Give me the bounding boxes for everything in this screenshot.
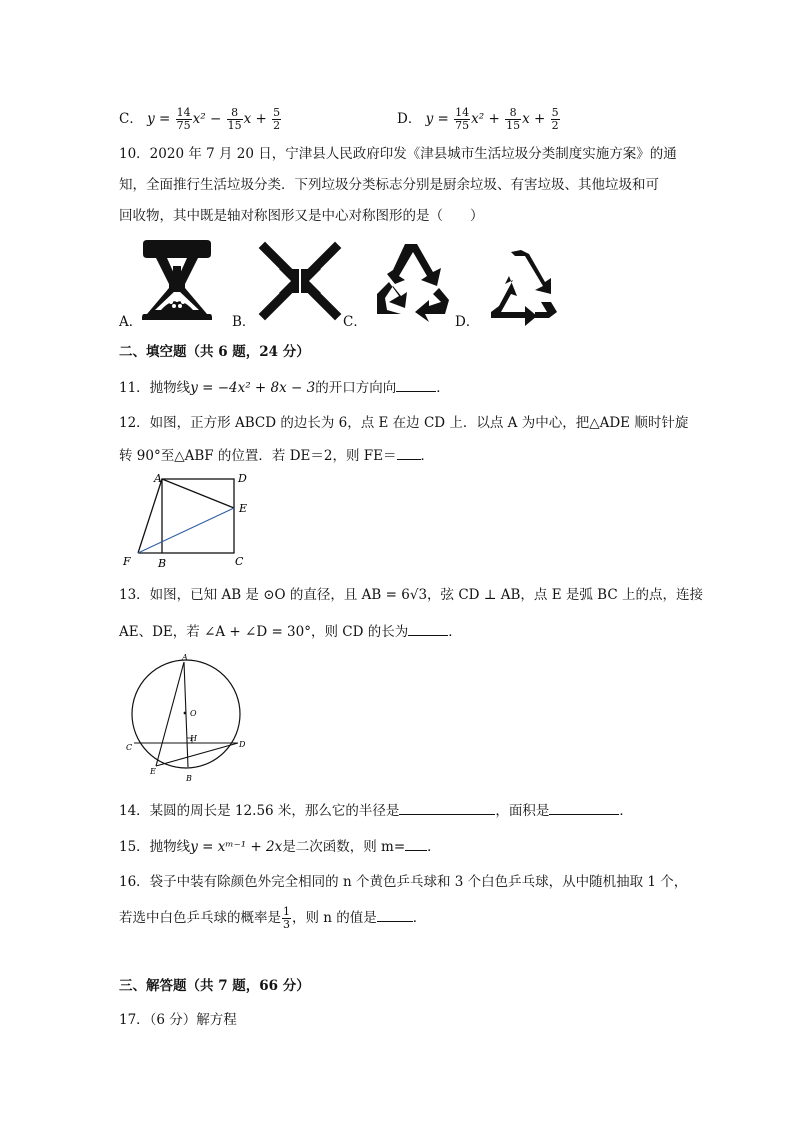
q10-option-b-label: B． bbox=[232, 314, 256, 330]
q12-line2 bbox=[119, 445, 434, 466]
option-label: D． bbox=[397, 111, 422, 127]
q14-text-2: ，面积是 bbox=[495, 803, 550, 819]
formula-part: x + bbox=[243, 111, 267, 127]
answer-blank bbox=[396, 377, 436, 392]
q11-formula: y = −4x² + 8x − 3 bbox=[190, 380, 316, 396]
q12-line1: 12．如图，正方形 ABCD 的边长为 6，点 E 在边 CD 上．以点 A 为中心，把△ADE 顺时针旋 bbox=[119, 415, 689, 431]
q14 bbox=[119, 800, 633, 821]
label-D: D bbox=[238, 472, 247, 485]
q9-option-d bbox=[397, 107, 561, 132]
q10-line3: 回收物，其中既是轴对称图形又是中心对称图形的是（ ） bbox=[119, 208, 484, 224]
q12-figure bbox=[118, 470, 258, 570]
q13-figure bbox=[118, 650, 258, 790]
label-B: B bbox=[158, 557, 167, 570]
fraction: $\frac{8}{15}$ bbox=[506, 106, 521, 132]
q15-text-2: 是二次函数，则 m= bbox=[282, 839, 406, 855]
q11 bbox=[119, 377, 450, 398]
q14-text: 14．某圆的周长是 12.56 米，那么它的半径是 bbox=[119, 803, 400, 819]
q16-text-2: ，则 n 的值是 bbox=[292, 910, 377, 926]
label-E: E bbox=[239, 502, 248, 515]
q17: 17．（6 分）解方程 bbox=[119, 1012, 237, 1028]
label-D: D bbox=[239, 740, 246, 749]
answer-blank bbox=[397, 445, 421, 460]
label-E: E bbox=[150, 767, 156, 776]
other-waste-icon bbox=[377, 244, 449, 322]
q11-text: 11．抛物线 bbox=[119, 380, 191, 396]
formula-part: x² − bbox=[192, 111, 222, 127]
food-waste-icon bbox=[142, 240, 212, 320]
fraction: $\frac{1}{3}$ bbox=[283, 905, 290, 931]
q10-options-figure bbox=[115, 236, 565, 336]
formula-lhs: y = bbox=[147, 111, 171, 127]
q10-option-a-label: A． bbox=[119, 314, 143, 330]
answer-blank bbox=[408, 621, 448, 636]
label-F: F bbox=[123, 555, 131, 568]
answer-blank bbox=[405, 836, 427, 851]
q13-line1: 13．如图，已知 AB 是 ⊙O 的直径，且 AB = 6√3，弦 CD ⊥ AB，点 E 是弧 BC 上的点，连接 bbox=[119, 587, 703, 603]
q13-line2 bbox=[119, 621, 462, 642]
q9-option-c bbox=[119, 107, 282, 132]
hazardous-arrowheads bbox=[279, 269, 321, 293]
q13-text: AE、DE，若 ∠A + ∠D = 30°，则 CD 的长为 bbox=[119, 624, 409, 640]
q12-text: 转 90°至△ABF 的位置．若 DE＝2，则 FE＝ bbox=[119, 448, 397, 464]
q10-option-c-label: C． bbox=[343, 314, 367, 330]
q15-end: ． bbox=[427, 839, 441, 855]
recyclable-icon bbox=[491, 250, 557, 326]
section-3-title: 三、解答题（共 7 题，66 分） bbox=[119, 978, 310, 994]
label-H: H bbox=[190, 734, 197, 743]
hazardous-waste-icon bbox=[265, 248, 335, 314]
label-O: O bbox=[190, 709, 197, 718]
q15-formula: y = xᵐ⁻¹ + 2x bbox=[190, 839, 283, 855]
formula-part: x + bbox=[522, 111, 546, 127]
fraction: $\frac{5}{2}$ bbox=[273, 106, 281, 132]
label-A: A bbox=[182, 653, 188, 662]
label-C: C bbox=[126, 743, 133, 752]
section-2-title: 二、填空题（共 6 题，24 分） bbox=[119, 344, 310, 360]
q15-text: 15．抛物线 bbox=[119, 839, 191, 855]
label-B: B bbox=[186, 774, 192, 783]
q13-end: ． bbox=[448, 624, 462, 640]
q12-end: ． bbox=[420, 448, 435, 464]
answer-blank-radius bbox=[399, 800, 495, 815]
fraction: $\frac{5}{2}$ bbox=[551, 106, 559, 132]
q16-line1: 16．袋子中装有除颜色外完全相同的 n 个黄色乒乓球和 3 个白色乒乓球，从中随机抽取 1 个， bbox=[119, 874, 688, 890]
formula-lhs: y = bbox=[425, 111, 449, 127]
option-label: C． bbox=[119, 111, 143, 127]
q10-option-d-label: D． bbox=[455, 314, 480, 330]
q11-text-2: 的开口方向向 bbox=[315, 380, 397, 396]
formula-part: x² + bbox=[471, 111, 500, 127]
q11-end: ． bbox=[436, 380, 450, 396]
label-A: A bbox=[154, 472, 162, 485]
q14-end: ． bbox=[619, 803, 633, 819]
q16-line2 bbox=[119, 906, 426, 931]
q16-end: ． bbox=[412, 910, 427, 926]
q10-line2: 知，全面推行生活垃圾分类．下列垃圾分类标志分别是厨余垃圾、有害垃圾、其他垃圾和可 bbox=[119, 177, 659, 193]
fraction: $\frac{14}{75}$ bbox=[176, 106, 191, 132]
answer-blank-area bbox=[549, 800, 619, 815]
q16-text: 若选中白色乒乓球的概率是 bbox=[119, 910, 281, 926]
label-C: C bbox=[235, 555, 244, 568]
fraction: $\frac{14}{75}$ bbox=[455, 106, 470, 132]
q10-line1: 10．2020 年 7 月 20 日，宁津县人民政府印发《津县城市生活垃圾分类制度实施方案》的通 bbox=[119, 146, 677, 162]
fraction: $\frac{8}{15}$ bbox=[227, 106, 242, 132]
q15 bbox=[119, 836, 441, 857]
answer-blank bbox=[377, 907, 413, 922]
